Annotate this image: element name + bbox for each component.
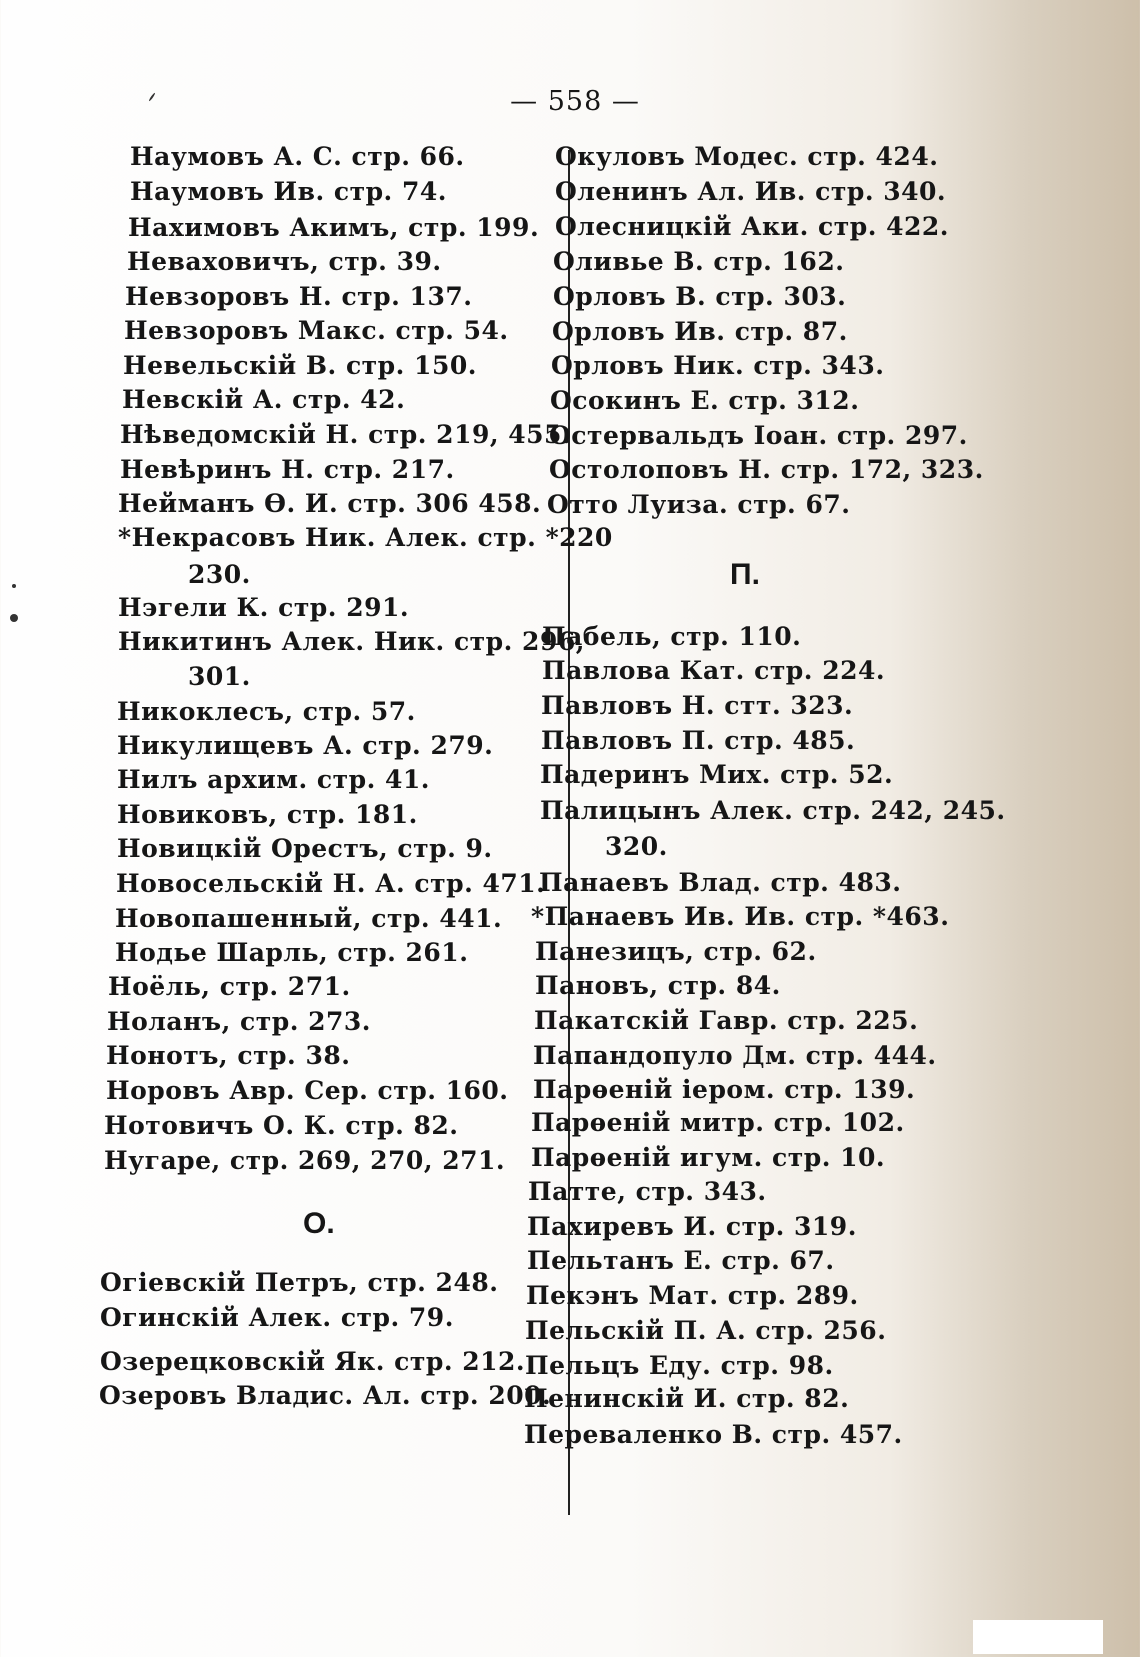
index-entry: Остервальдъ Іоан. стр. 297. [549, 421, 968, 450]
index-entry: Павлова Кат. стр. 224. [542, 656, 886, 685]
index-entry: Нодье Шарль, стр. 261. [115, 938, 469, 967]
index-entry: Пахиревъ И. стр. 319. [527, 1212, 857, 1241]
index-entry: Патте, стр. 343. [528, 1177, 767, 1206]
index-entry: Падеринъ Мих. стр. 52. [540, 760, 894, 789]
index-entry: Пельскій П. А. стр. 256. [525, 1316, 887, 1345]
index-entry: Невельскій В. стр. 150. [123, 351, 477, 380]
index-entry: Ноланъ, стр. 273. [107, 1007, 371, 1036]
index-entry: Оленинъ Ал. Ив. стр. 340. [555, 177, 947, 206]
index-entry: 301. [188, 662, 251, 691]
index-entry: Палицынъ Алек. стр. 242, 245. [540, 796, 1006, 825]
index-entry: Павловъ П. стр. 485. [541, 726, 856, 755]
index-entry: Остолоповъ Н. стр. 172, 323. [549, 455, 984, 484]
index-entry: Невзоровъ Макс. стр. 54. [124, 316, 509, 345]
index-entry: *Некрасовъ Ник. Алек. стр. *220 [118, 523, 613, 552]
index-entry: Наумовъ А. С. стр. 66. [130, 142, 465, 171]
index-entry: Панезицъ, стр. 62. [535, 937, 817, 966]
index-entry: Новиковъ, стр. 181. [117, 800, 418, 829]
index-entry: Оливье В. стр. 162. [553, 247, 845, 276]
index-entry: Парѳеній игум. стр. 10. [531, 1143, 886, 1172]
index-entry: Невѣринъ Н. стр. 217. [120, 455, 455, 484]
index-entry: Наумовъ Ив. стр. 74. [130, 177, 447, 206]
index-entry: Новицкій Орестъ, стр. 9. [117, 834, 493, 863]
index-entry: Огинскій Алек. стр. 79. [100, 1303, 454, 1332]
index-entry: Неваховичъ, стр. 39. [127, 247, 442, 276]
index-entry: Переваленко В. стр. 457. [524, 1420, 903, 1449]
label-patch [973, 1620, 1103, 1654]
index-entry: Нэгели К. стр. 291. [118, 593, 410, 622]
index-entry: Никулищевъ А. стр. 279. [117, 731, 494, 760]
index-entry: Орловъ Ник. стр. 343. [551, 351, 885, 380]
index-entry: Нѣведомскій Н. стр. 219, 455. [120, 420, 572, 449]
index-entry: Парѳеній митр. стр. 102. [531, 1108, 905, 1137]
index-entry: Озеровъ Владис. Ал. стр. 200. [99, 1381, 552, 1410]
index-entry: Нахимовъ Акимъ, стр. 199. [128, 213, 540, 242]
index-entry: Пабель, стр. 110. [542, 622, 802, 651]
index-entry: Нонотъ, стр. 38. [106, 1041, 351, 1070]
index-entry: Никитинъ Алек. Ник. стр. 296, [118, 627, 585, 656]
index-entry: Пельцъ Еду. стр. 98. [525, 1351, 834, 1380]
index-entry: Олесницкій Аки. стр. 422. [555, 212, 949, 241]
index-entry: Павловъ Н. стт. 323. [541, 691, 854, 720]
index-entry: Нотовичъ О. К. стр. 82. [104, 1111, 459, 1140]
index-entry: Нейманъ Ѳ. И. стр. 306 458. [118, 489, 542, 518]
index-entry: Огіевскій Петръ, стр. 248. [100, 1268, 499, 1297]
index-entry: Невзоровъ Н. стр. 137. [125, 282, 473, 311]
index-entry: Норовъ Авр. Сер. стр. 160. [106, 1076, 509, 1105]
index-entry: Окуловъ Модес. стр. 424. [555, 142, 939, 171]
index-entry: Пановъ, стр. 84. [535, 971, 781, 1000]
ink-speck [12, 584, 16, 588]
index-entry: Пекэнъ Мат. стр. 289. [526, 1281, 859, 1310]
index-entry: 230. [188, 560, 251, 589]
index-entry: Озерецковскій Як. стр. 212. [100, 1347, 526, 1376]
index-entry: Никоклесъ, стр. 57. [117, 697, 416, 726]
index-entry: Отто Луиза. стр. 67. [547, 490, 851, 519]
ink-speck [10, 614, 18, 622]
index-entry: Орловъ Ив. стр. 87. [552, 317, 848, 346]
index-entry: Пельтанъ Е. стр. 67. [527, 1246, 835, 1275]
section-heading-p: П. [730, 558, 760, 591]
section-heading-o: О. [303, 1207, 335, 1240]
index-entry: Новосельскій Н. А. стр. 471. [116, 869, 546, 898]
index-entry: Пакатскій Гавр. стр. 225. [534, 1006, 919, 1035]
index-entry: Осокинъ Е. стр. 312. [550, 386, 860, 415]
index-entry: Панаевъ Влад. стр. 483. [539, 868, 902, 897]
index-entry: Парѳеній іером. стр. 139. [533, 1075, 916, 1104]
page-number: — 558 — [510, 86, 640, 117]
index-entry: Ноёль, стр. 271. [108, 972, 351, 1001]
index-entry: Невскій А. стр. 42. [122, 385, 406, 414]
index-entry: Пенинскій И. стр. 82. [524, 1384, 850, 1413]
index-entry: *Панаевъ Ив. Ив. стр. *463. [531, 902, 950, 931]
index-entry: Папандопуло Дм. стр. 444. [533, 1041, 937, 1070]
index-entry: Нугаре, стр. 269, 270, 271. [104, 1146, 506, 1175]
index-entry: 320. [605, 832, 668, 861]
index-entry: Нилъ архим. стр. 41. [117, 765, 431, 794]
index-entry: Орловъ В. стр. 303. [553, 282, 847, 311]
index-entry: Новопашенный, стр. 441. [115, 904, 503, 933]
